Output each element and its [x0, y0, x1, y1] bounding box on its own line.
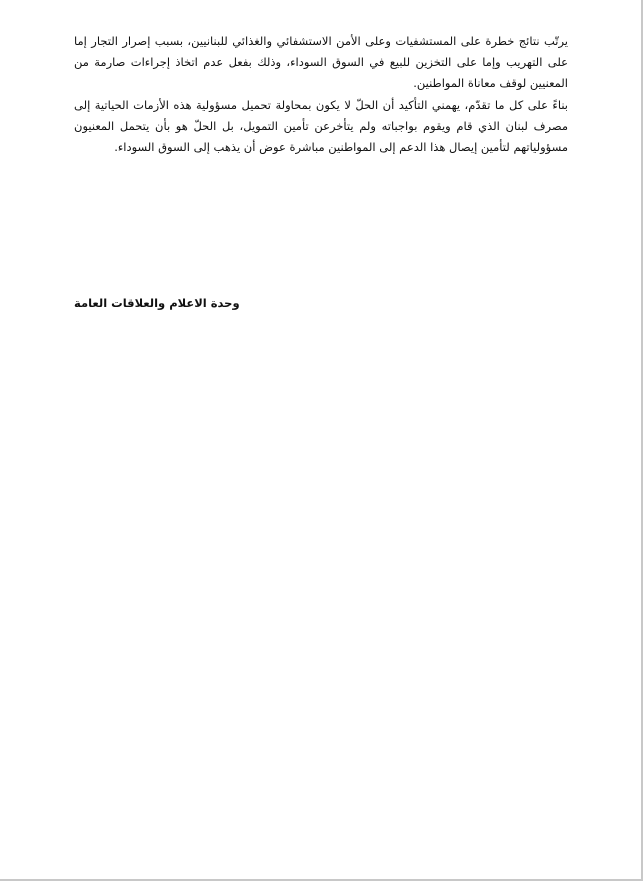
- document-body: [74, 31, 568, 158]
- paragraph-2: بناءً على كل ما تقدّم، يهمني التأكيد أن الحلّ لا يكون بمحاولة تحميل مسؤولية هذه الأزمات الحياتية إلى مصرف لبنان الذي قام ويقوم بواجباته ولم يتأخرعن تأمين التمويل، بل الحلّ هو بأن يتحمل المعنيون مسؤولياتهم لتأمين إيصال هذا الدعم إلى المواطنين مباشرة عوض أن يذهب إلى السوق السوداء.: [74, 97, 568, 155]
- signature: وحدة الاعلام والعلاقات العامة: [74, 296, 240, 310]
- paragraph-1: يرتّب نتائج خطرة على المستشفيات وعلى الأمن الاستشفائي والغذائي للبنانيين، بسبب إصرار التجار إما على التهريب وإما على التخزين للبيع في السوق السوداء، وذلك بفعل عدم اتخاذ إجراءات صارمة من المعنيين لوقف معاناة المواطنين.: [74, 34, 568, 91]
